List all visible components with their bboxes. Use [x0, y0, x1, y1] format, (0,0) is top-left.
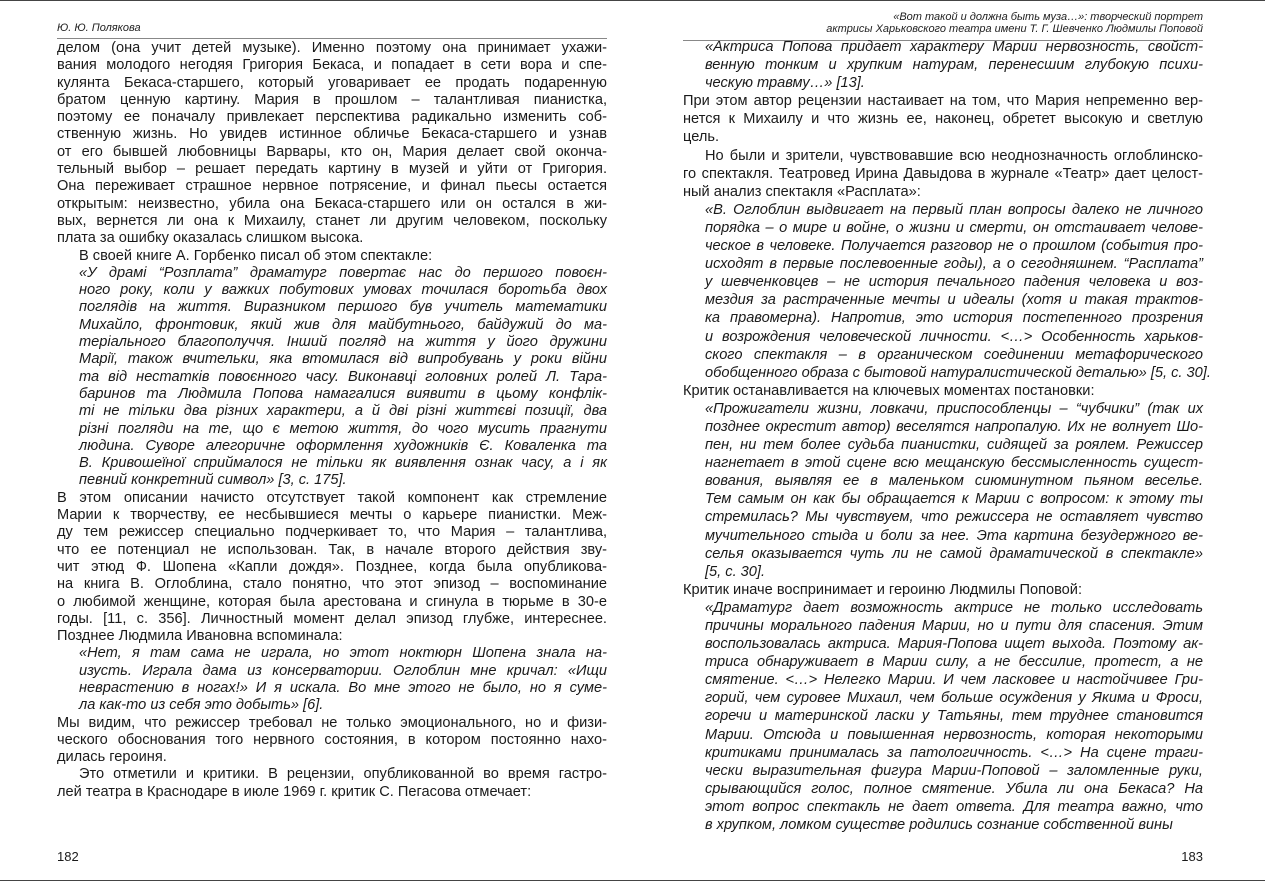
text-line: ла как-то из себя это добыть» [6].	[79, 697, 324, 714]
paragraph	[683, 581, 1203, 599]
text-line: вования, выявляя ее в маленьком сиюминутном пьяном веселье.	[705, 473, 1203, 490]
text-line: у шевченковцев – не история печального падения человека и воз-	[705, 274, 1203, 291]
text-line: исходят в первые послевоенные годы), а о сегодняшнем. “Расплата”	[705, 256, 1203, 273]
page-number: 182	[57, 849, 79, 864]
text-line: ского спектакля – в органическом соединении метафорического	[705, 346, 1203, 363]
text-line: на книга В. Оглоблина, стало понятно, что этот эпизод – воспоминание	[57, 576, 607, 593]
text-line: изусть. Играла дама из консерватории. Оглоблин мне кричал: «Ищи	[79, 662, 607, 679]
text-line: от его бывшей любовницы Варвары, кто он, Мария делает свой оконча-	[57, 143, 607, 160]
text-line: срывающийся голос, полное смятение. Убила ли она Бекаса? На	[705, 780, 1203, 797]
text-line: ческого обоснования того нервного состояния, в котором постоянно нахо-	[57, 731, 607, 748]
text-line: стремилась? Мы чувствуем, что режиссера не оставляет чувство	[705, 509, 1203, 526]
text-line: [5, с. 30].	[705, 563, 766, 580]
text-line: цель.	[683, 129, 719, 146]
block-quote	[57, 265, 607, 490]
text-line: «Актриса Попова придает характеру Марии нервозность, свойст-	[705, 39, 1203, 55]
text-line: венную тонким и хрупким натурам, перенесшим глубокую психи-	[705, 57, 1203, 74]
text-line: «Прожигатели жизни, ловкачи, приспособленцы – “чубчики” (так их	[705, 400, 1203, 417]
text-line: Это отметили и критики. В рецензии, опубликованной во время гастро-	[79, 766, 607, 783]
text-line: «Нет, я там сама не играла, но этот ноктюрн Шопена знала на-	[79, 645, 607, 662]
block-quote	[683, 400, 1203, 581]
paragraph	[57, 248, 607, 265]
text-line: причины морального падения Марии, но и пути для спасения. Этим	[705, 618, 1203, 634]
running-header-author: Ю. Ю. Полякова	[57, 22, 141, 34]
block-quote	[57, 645, 607, 714]
text-line: годы. [11, с. 356]. Личностный момент делал эпизод глубже, интереснее.	[57, 610, 607, 627]
text-line: открытым: неизвестно, убила она Бекаса-старшего или он остался в жи-	[57, 195, 607, 212]
header-rule	[57, 38, 607, 39]
text-line: пен, ни тем более судьба пианистки, сидящей за роялем. Режиссер	[705, 437, 1203, 454]
right-page-body	[683, 38, 1211, 834]
text-line: Марии. Отсюда и повышенная нервозность, которая некоторыми	[705, 726, 1203, 743]
paragraph	[57, 40, 607, 248]
text-line: Тем самым он как бы обращается к Марии с вопросом: к этому ты	[705, 491, 1203, 508]
text-line: лей театра в Краснодаре в июле 1969 г. критик С. Пегасова отмечает:	[57, 783, 532, 800]
paragraph	[57, 490, 607, 646]
text-line: різні погляди на те, що є метою життя, до чого мусить прагнути	[79, 420, 607, 437]
text-line: ка правомерна). Напротив, это история постепенного прозрения	[705, 310, 1203, 327]
left-page	[57, 0, 607, 882]
text-line: ственную жизнь. Но увидев истинное обличье Бекаса-старшего и узнав	[57, 126, 607, 143]
text-line: ческую травму…» [13].	[705, 75, 865, 92]
text-line: воспользовалась актриса. Мария-Попова ищет выхода. Поэтому ак-	[705, 636, 1203, 653]
text-line: вания молодого негодяя Григория Бекаса, и попадает в сети вора и спе-	[57, 57, 607, 74]
text-line: ті не тільки два різних характери, а й дві різні життєві позиції, два	[79, 403, 607, 420]
running-header-title	[683, 11, 1203, 35]
text-line: вых, вернется ли она к Михаилу, станет ли другим человеком, поскольку	[57, 212, 607, 229]
text-line: ческое в человеке. Получается разговор не о прошлом (события про-	[705, 238, 1203, 255]
block-quote	[683, 38, 1203, 92]
page-number: 183	[1181, 849, 1203, 864]
text-line: В. Кривошеїної сприймалося не тільки як виявлення ознак часу, а і як	[79, 455, 607, 472]
paragraph	[57, 766, 607, 801]
text-line: нагнетает в этой сцене всю мещанскую бессмысленность сущест-	[705, 455, 1203, 472]
text-line: В своей книге А. Горбенко писал об этом спектакле:	[79, 247, 433, 264]
text-line: го спектакля. Театровед Ирина Давыдова в журнале «Театр» дает целост-	[683, 165, 1203, 182]
text-line: «У драмі “Розплата” драматург повертає нас до першого повоєн-	[79, 264, 607, 281]
text-line: селья оказывается чуть ли не самой драматической в спектакле»	[705, 545, 1203, 562]
header-title-line-1: «Вот такой и должна быть муза…»: творческий портрет	[893, 11, 1203, 23]
text-line: критиками принималась за патологичность. <…> На сцене траги-	[705, 744, 1203, 761]
text-line: чески выразительная фигура Марии-Поповой – заломленные руки,	[705, 762, 1203, 779]
text-line: обобщенного образа с бытовой натуралистической деталью» [5, с. 30].	[705, 364, 1211, 381]
text-line: поглядів на життя. Виразником першого був учитель математики	[79, 299, 607, 316]
text-line: Но были и зрители, чувствовавшие всю неоднозначность оглоблинско-	[705, 147, 1203, 164]
text-line: этот вопрос спектакль не дает ответа. Для театра важно, что	[705, 798, 1203, 815]
text-line: Позднее Людмила Ивановна вспоминала:	[57, 628, 343, 645]
paragraph	[683, 147, 1203, 201]
text-line: баринов та Людмила Попова намагалися виявити в цьому конфлік-	[79, 385, 607, 402]
right-page	[683, 0, 1211, 882]
text-line: мездия за растраченные мечты и идеалы (хотя и такая трактов-	[705, 292, 1203, 309]
paragraph	[57, 715, 607, 767]
text-line: Критик иначе воспринимает и героиню Людмилы Поповой:	[683, 581, 1082, 598]
text-line: и возрождения человеческой личности. <…> Особенность харьков-	[705, 328, 1203, 345]
text-line: ного року, коли у важких побутових умовах точилася боротьба двох	[79, 282, 607, 299]
text-line: в хрупком, ломком существе родились сознание собственной вины	[705, 817, 1173, 834]
text-line: При этом автор рецензии настаивает на том, что Мария непременно вер-	[683, 93, 1203, 110]
text-line: горий, чем суровее Михаил, чем больше осуждения у Якима и Фроси,	[705, 690, 1203, 707]
text-line: «Драматург дает возможность актрисе не только исследовать	[705, 599, 1203, 616]
text-line: позднее окрестит автор) веселятся напропалую. Их не волнует Шо-	[705, 418, 1203, 435]
text-line: Марії, також вчительки, яка втомилася від випробувань у роки війни	[79, 351, 607, 368]
text-line: Мы видим, что режиссер требовал не только эмоционального, но и физи-	[57, 714, 607, 731]
text-line: «В. Оглоблин выдвигает на первый план вопросы далеко не личного	[705, 201, 1203, 218]
text-line: делом (она учит детей музыке). Именно поэтому она принимает ухажи-	[57, 40, 607, 56]
text-line: нется к Михаилу и что жизнь ее, наконец, обретет высокую и светлую	[683, 111, 1203, 128]
text-line: что ее потенциал не использован. Так, в начале второго действия зву-	[57, 541, 607, 558]
text-line: Она переживает страшное нервное потрясение, и финал пьесы остается	[57, 178, 607, 195]
text-line: ду тем режиссер специально подчеркивает то, что Мария – талантлива,	[57, 524, 607, 541]
text-line: горечи и материнской ласки у Татьяны, тем труднее становится	[705, 708, 1203, 725]
text-line: теріального благополуччя. Інший погляд на життя у його дружини	[79, 334, 607, 351]
left-page-body	[57, 40, 607, 801]
block-quote	[683, 201, 1211, 382]
text-line: триса обнаруживает в Марии силу, а не бессилие, протест, а не	[705, 654, 1203, 671]
text-line: Михайло, фронтовик, який жив для майбутнього, байдужий до ма-	[79, 316, 607, 333]
text-line: кулянта Бекаса-старшего, который уговаривает ее продать подаренную	[57, 74, 607, 91]
text-line: ный анализ спектакля «Расплата»:	[683, 183, 921, 200]
text-line: неврастению в ногах!» И я искала. Во мне этого не было, но я суме-	[79, 679, 607, 696]
text-line: о любимой женщине, которая была арестована и сгинула в тюрьме в 30-е	[57, 593, 607, 610]
paragraph	[683, 92, 1203, 146]
text-line: поэтому ее поначалу привлекает перспектива радикально изменить соб-	[57, 109, 607, 126]
text-line: тельный выбор – решает передать картину в музей и уйти от Григория.	[57, 161, 607, 178]
block-quote	[683, 599, 1203, 834]
text-line: людина. Суворе алегоричне оформлення художників Є. Коваленка та	[79, 437, 607, 454]
text-line: Критик останавливается на ключевых моментах постановки:	[683, 382, 1095, 399]
text-line: чит этюд Ф. Шопена «Капли дождя». Позднее, когда была опубликова-	[57, 558, 607, 575]
text-line: порядка – о мире и войне, о жизни и смерти, он отстаивает челове-	[705, 219, 1203, 236]
text-line: та від нестатків повоєнного часу. Виконавці головних ролей Л. Тара-	[79, 368, 607, 385]
text-line: певний конкретний символ» [3, с. 175].	[79, 472, 347, 489]
text-line: смятение. <…> Нелегко Марии. И чем ласковее и настойчивее Гри-	[705, 672, 1203, 689]
paragraph	[683, 382, 1203, 400]
text-line: дилась героиня.	[57, 749, 167, 766]
text-line: В этом описании начисто отсутствует такой компонент как стремление	[57, 489, 607, 506]
text-line: братом ценную картину. Мария в прошлом – талантливая пианистка,	[57, 91, 607, 108]
text-line: плата за ошибку оказалась слишком высока.	[57, 230, 364, 247]
text-line: мучительного стыда и боли за нее. Эта картина безудержного ве-	[705, 527, 1203, 544]
text-line: Марии к творчеству, ее несбывшиеся мечты о карьере пианистки. Меж-	[57, 507, 607, 524]
header-title-line-2: актрисы Харьковского театра имени Т. Г. Шевченко Людмилы Поповой	[826, 23, 1203, 35]
